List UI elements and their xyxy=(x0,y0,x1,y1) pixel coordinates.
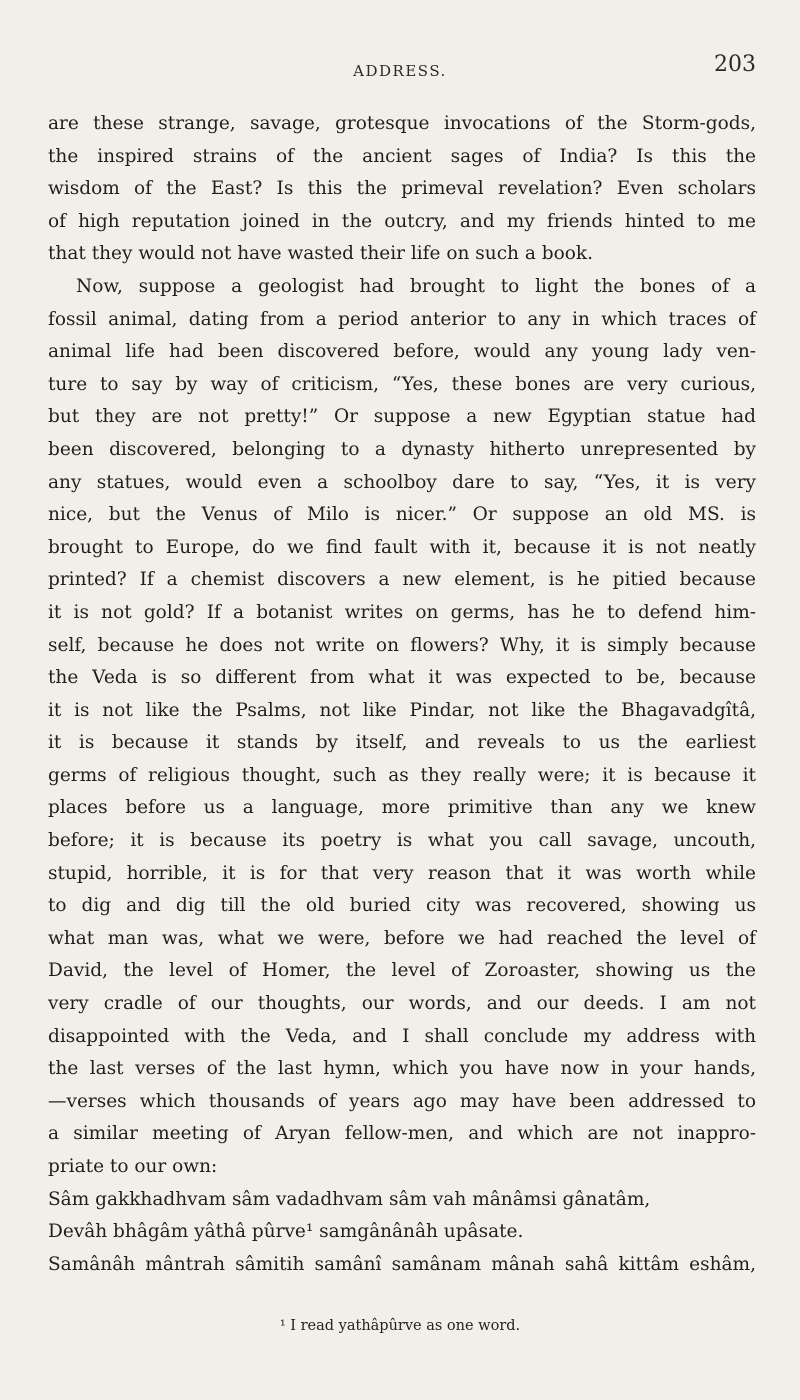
text-line: germs of religious thought, such as they really were; it is because it xyxy=(48,764,756,786)
text-line: Now, suppose a geologist had brought to light the bones of a xyxy=(76,275,756,297)
text-line: that they would not have wasted their life on such a book. xyxy=(48,243,593,265)
text-line: animal life had been discovered before, would any young lady ven- xyxy=(48,341,756,363)
text-line: stupid, horrible, it is for that very reason that it was worth while xyxy=(48,862,756,884)
text-line: self, because he does not write on flowers? Why, it is simply because xyxy=(48,634,756,656)
text-line: ture to say by way of criticism, “Yes, these bones are very curious, xyxy=(48,373,756,395)
text-line: printed? If a chemist discovers a new element, is he pitied because xyxy=(48,569,756,591)
text-line: of high reputation joined in the outcry, and my friends hinted to me xyxy=(48,210,756,232)
text-line: it is because it stands by itself, and reveals to us the earliest xyxy=(48,732,756,754)
text-line: nice, but the Venus of Milo is nicer.” Or suppose an old MS. is xyxy=(48,504,756,526)
text-line: any statues, would even a schoolboy dare to say, “Yes, it is very xyxy=(48,471,756,493)
text-line: very cradle of our thoughts, our words, and our deeds. I am not xyxy=(48,993,756,1015)
text-line: to dig and dig till the old buried city was recovered, showing us xyxy=(48,895,756,917)
text-line: priate to our own: xyxy=(48,1156,218,1177)
text-line: —verses which thousands of years ago may have been addressed to xyxy=(48,1090,756,1112)
text-line: what man was, what we were, before we had reached the level of xyxy=(48,927,756,949)
text-line: fossil animal, dating from a period anterior to any in which traces of xyxy=(48,308,756,330)
text-line: places before us a language, more primitive than any we knew xyxy=(48,797,756,819)
text-line: the Veda is so different from what it was expected to be, because xyxy=(48,667,756,689)
text-line: wisdom of the East? Is this the primeval revelation? Even scholars xyxy=(48,178,756,200)
text-line: it is not gold? If a botanist writes on germs, has he to defend him- xyxy=(48,601,756,623)
body-text xyxy=(48,108,756,1281)
footnote: ¹ I read yathâpûrve as one word. xyxy=(279,1318,521,1334)
text-line: brought to Europe, do we find fault with it, because it is not neatly xyxy=(48,536,756,558)
text-line: been discovered, belonging to a dynasty hitherto unrepresented by xyxy=(48,438,756,460)
text-line: it is not like the Psalms, not like Pindar, not like the Bhagavadgîtâ, xyxy=(48,699,756,721)
text-line: but they are not pretty!” Or suppose a new Egyptian statue had xyxy=(48,406,756,428)
text-line: are these strange, savage, grotesque invocations of the Storm-gods, xyxy=(48,113,756,134)
verse-line: Samânâh mântrah sâmitih samânî samânam mânah sahâ kittâm eshâm, xyxy=(48,1253,756,1275)
text-line: the inspired strains of the ancient sages of India? Is this the xyxy=(48,145,756,167)
verse-line: Sâm gakkhadhvam sâm vadadhvam sâm vah mânâmsi gânatâm, xyxy=(48,1188,651,1210)
text-line: David, the level of Homer, the level of Zoroaster, showing us the xyxy=(48,960,756,982)
text-line: before; it is because its poetry is what you call savage, uncouth, xyxy=(48,830,756,852)
text-line: a similar meeting of Aryan fellow-men, and which are not inappro- xyxy=(48,1123,756,1145)
page-number: 203 xyxy=(714,52,756,77)
text-line: disappointed with the Veda, and I shall conclude my address with xyxy=(48,1025,756,1047)
verse-line: Devâh bhâgâm yâthâ pûrve¹ samgânânâh upâsate. xyxy=(48,1221,524,1243)
text-line: the last verses of the last hymn, which you have now in your hands, xyxy=(48,1058,756,1080)
running-head: ADDRESS. xyxy=(353,62,447,80)
